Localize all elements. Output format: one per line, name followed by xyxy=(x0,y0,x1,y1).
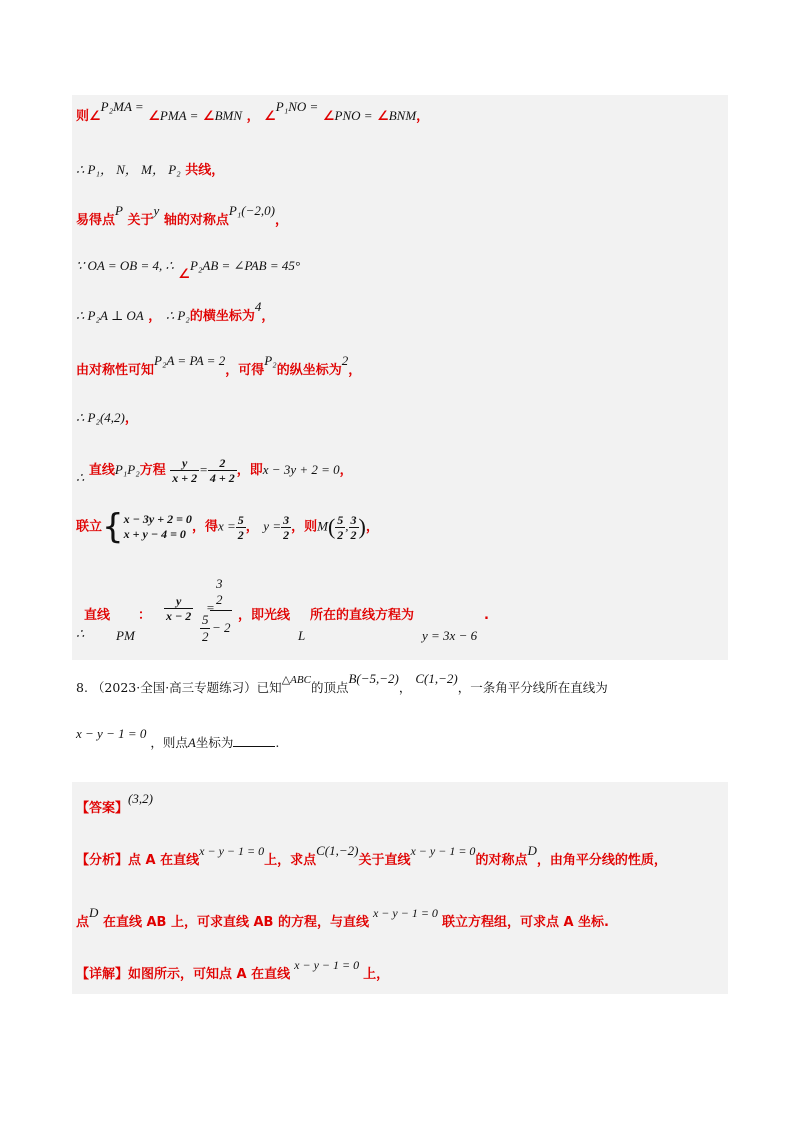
angle-mark: ∠ xyxy=(377,109,389,124)
expr: x − 3y + 2 = 0 xyxy=(262,462,340,477)
fraction xyxy=(236,513,246,542)
text: ， xyxy=(261,309,275,324)
expr: D xyxy=(89,905,99,920)
answer-line xyxy=(76,791,153,817)
text: 的横坐标为 xyxy=(189,309,255,324)
solution-line-2 xyxy=(76,162,224,179)
text: 关于直线 xyxy=(358,853,411,868)
text: ，可得 xyxy=(225,363,265,378)
text: ， xyxy=(275,213,289,228)
text: ， xyxy=(365,519,379,535)
text: 所在的直线方程为 xyxy=(310,608,415,623)
expr: P₁(−2,0) xyxy=(228,203,275,218)
expr: y = 3x − 6 xyxy=(422,628,478,643)
expr: y xyxy=(153,203,160,218)
text: 在直线 AB 上，可求直线 AB 的方程，与直线 xyxy=(102,915,369,930)
question-text: （2023·全国·高三专题练习）已知 xyxy=(91,680,282,695)
solution-line-3 xyxy=(76,203,289,229)
detail-tag: 【详解】 xyxy=(76,967,129,982)
angle-mark: ∠ xyxy=(264,109,276,124)
expr: = xyxy=(199,462,208,477)
text: 直线 xyxy=(88,463,115,478)
text: 轴的对称点 xyxy=(163,213,229,228)
text: ， xyxy=(416,109,430,124)
text: ，由角平分线的性质， xyxy=(536,853,667,868)
question-text: ，则点 xyxy=(150,735,188,750)
text: 联立 xyxy=(76,519,103,535)
denominator: 2 xyxy=(337,527,344,542)
text: ， xyxy=(245,519,259,535)
text: 直线 xyxy=(84,608,111,623)
text: ， xyxy=(339,463,353,478)
expr: △ABC xyxy=(281,674,311,686)
expr: C(1,−2) xyxy=(316,843,359,858)
therefore-sign: ∴ xyxy=(76,470,85,485)
numerator: 3 xyxy=(350,512,357,527)
fraction xyxy=(208,456,237,485)
expr: (3,2) xyxy=(128,791,153,806)
solution-line-6 xyxy=(76,353,362,379)
paren: ( xyxy=(327,514,336,539)
solution-line-5 xyxy=(76,299,275,325)
analysis-line-2 xyxy=(76,905,609,931)
text: 共线， xyxy=(185,163,225,178)
denominator: x − 2 xyxy=(166,609,192,623)
text: 如图所示，可知点 A 在直线 xyxy=(128,967,291,982)
denominator: 2 xyxy=(283,527,290,542)
fraction xyxy=(170,456,199,485)
angle-mark: ∠ xyxy=(89,109,101,124)
question-text: 的顶点 xyxy=(310,680,349,695)
text: 上， xyxy=(363,967,390,982)
expr: PMA = xyxy=(159,108,199,123)
text: ， xyxy=(348,363,362,378)
expr: C(1,−2) xyxy=(415,671,458,686)
expr: P₂AB = ∠PAB = 45° xyxy=(189,258,301,273)
expr: x − y − 1 = 0 xyxy=(294,958,360,972)
expr: D xyxy=(527,843,537,858)
expr: PNO = xyxy=(334,108,373,123)
expr: P₁NO = xyxy=(275,99,319,114)
expr: BMN xyxy=(214,108,243,123)
text: 则 xyxy=(76,109,90,124)
numerator: 5 xyxy=(337,512,344,527)
fraction xyxy=(281,513,291,542)
expr: P₂A = PA = 2 xyxy=(154,353,226,368)
expr: L xyxy=(298,628,306,643)
text: ，得 xyxy=(191,519,218,535)
expr: y = xyxy=(263,518,282,534)
answer-blank xyxy=(233,746,275,747)
expr: ∵ OA = OB = 4, ∴ xyxy=(76,258,174,273)
detail-line xyxy=(76,958,390,983)
expr: B(−5,−2) xyxy=(348,671,399,686)
analysis-line-1 xyxy=(76,843,667,869)
text: ， xyxy=(124,411,138,426)
text: . xyxy=(484,608,489,623)
expr: M xyxy=(317,518,328,534)
question-number: 8. xyxy=(76,680,88,695)
solution-line-1 xyxy=(76,99,430,125)
fraction xyxy=(335,513,345,542)
angle-mark: ∠ xyxy=(322,109,335,124)
question-text: . xyxy=(275,735,280,750)
equation-system xyxy=(124,512,192,542)
numerator: 3 xyxy=(283,512,290,527)
angle-mark: ∠ xyxy=(148,109,160,124)
angle-mark: ∠ xyxy=(202,109,215,124)
text: 联立方程组，可求点 A 坐标. xyxy=(441,915,609,930)
text: 由对称性可知 xyxy=(76,363,155,378)
question-text: ，一条角平分线所在直线为 xyxy=(457,680,608,695)
answer-block xyxy=(72,782,728,994)
question-text: ， xyxy=(398,680,412,695)
therefore-sign: ∴ xyxy=(76,626,85,641)
solution-line-7 xyxy=(76,410,138,427)
text: ，即光线 xyxy=(238,608,291,623)
expr: ∴ P₂(4,2) xyxy=(76,410,125,425)
expr: PM xyxy=(116,628,135,643)
numerator: 5 xyxy=(237,512,244,527)
text: ，即 xyxy=(236,463,263,478)
expr: 2 xyxy=(216,592,223,607)
expr: P₂MA = xyxy=(100,99,144,114)
expr: 2 xyxy=(202,629,209,644)
solution-line-9 xyxy=(76,507,379,547)
fraction xyxy=(164,594,193,623)
expr: P xyxy=(115,203,123,218)
angle-mark: ∠ xyxy=(178,267,190,282)
text: ， xyxy=(148,309,162,324)
question-text: 坐标为 xyxy=(195,735,234,750)
expr: P₂ xyxy=(264,353,277,368)
answer-tag: 【答案】 xyxy=(76,801,129,816)
expr: P₁P₂ xyxy=(114,462,140,477)
text: 的对称点 xyxy=(475,853,528,868)
left-brace: { xyxy=(102,507,124,547)
expr: 3 xyxy=(216,576,223,591)
text: 上，求点 xyxy=(264,853,317,868)
text: ： xyxy=(138,608,152,623)
equation: x − 3y + 2 = 0 xyxy=(123,512,192,526)
numerator: 2 xyxy=(208,456,237,471)
question-line-1 xyxy=(76,671,608,697)
expr: = xyxy=(206,600,215,615)
expr: x − y − 1 = 0 xyxy=(76,726,147,741)
denominator: 2 xyxy=(350,527,357,542)
numerator: y xyxy=(170,456,199,471)
expr: x = xyxy=(217,518,236,534)
text: 点 xyxy=(76,915,90,930)
expr: 2 xyxy=(341,353,349,368)
solution-line-10 xyxy=(76,578,726,648)
expr: 5 xyxy=(202,612,209,627)
text: 易得点 xyxy=(76,213,116,228)
expr: x − y − 1 = 0 xyxy=(410,844,476,858)
denominator: x + 2 xyxy=(172,471,198,485)
solution-line-8 xyxy=(76,456,353,485)
expr: A xyxy=(187,735,196,750)
expr: ∴ P₂ xyxy=(165,308,190,323)
fraction-bar xyxy=(210,610,232,611)
expr: − 2 xyxy=(212,620,231,635)
expr: ∴ P₁， N， M， P₂ xyxy=(76,162,181,177)
denominator: 4 + 2 xyxy=(209,471,235,485)
text: 的纵坐标为 xyxy=(276,363,342,378)
text: 点 A 在直线 xyxy=(128,853,200,868)
fraction xyxy=(349,513,359,542)
expr: ∴ P₂A ⊥ OA xyxy=(76,308,144,323)
analysis-tag: 【分析】 xyxy=(76,853,129,868)
expr: BNM xyxy=(388,108,417,123)
text: 方程 xyxy=(139,463,166,478)
paren: ) xyxy=(358,514,366,539)
comma: , xyxy=(345,518,349,534)
text: 关于 xyxy=(127,213,154,228)
solution-line-4 xyxy=(76,258,301,282)
numerator: y xyxy=(164,594,193,609)
expr: x − y − 1 = 0 xyxy=(199,844,265,858)
equation: x + y − 4 = 0 xyxy=(123,527,186,541)
denominator: 2 xyxy=(237,527,244,542)
expr: 4 xyxy=(254,299,262,314)
text: ， xyxy=(246,109,260,124)
expr: x − y − 1 = 0 xyxy=(372,906,438,920)
question-line-2 xyxy=(76,726,280,751)
text: ，则 xyxy=(291,519,318,535)
